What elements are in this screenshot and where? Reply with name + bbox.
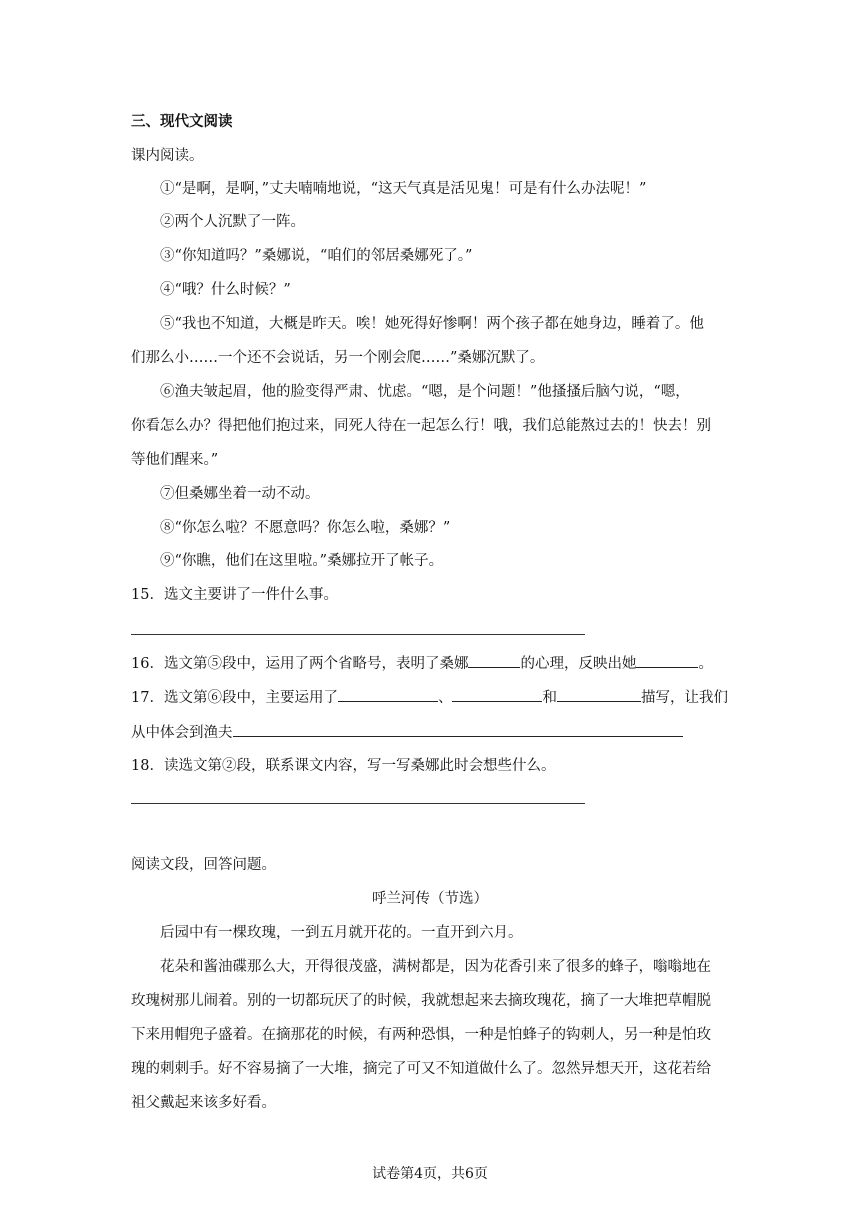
paragraph-6-line-2: 你看怎么办？得把他们抱过来，同死人待在一起怎么行！哦，我们总能熬过去的！快去！别	[131, 418, 711, 434]
question-17-line-2	[131, 722, 683, 743]
reading-intro: 课内阅读。	[131, 148, 204, 164]
question-17-text-b: 、	[437, 690, 453, 706]
passage-title: 呼兰河传（节选）	[372, 891, 488, 907]
question-15: 15．选文主要讲了一件什么事。	[131, 587, 338, 603]
answer-line-18[interactable]	[131, 803, 585, 804]
passage-paragraph-2-line-3: 下来用帽兜子盛着。在摘那花的时候，有两种恐惧，一种是怕蜂子的钩刺人，另一种是怕玫	[131, 1027, 711, 1043]
paragraph-5-line-2: 们那么小……一个还不会说话，另一个刚会爬……”桑娜沉默了。	[131, 350, 545, 366]
question-17-text-e: 从中体会到渔夫	[131, 725, 233, 741]
paragraph-8: ⑧“你怎么啦？不愿意吗？你怎么啦，桑娜？”	[160, 520, 451, 536]
question-17-text-a: 17．选文第⑥段中，主要运用了	[131, 690, 338, 706]
question-16-text-a: 16．选文第⑤段中，运用了两个省略号，表明了桑娜	[131, 656, 469, 672]
paragraph-6-line-1: ⑥渔夫皱起眉，他的脸变得严肃、忧虑。“嗯，是个问题！”他搔搔后脑勺说，“嗯，	[160, 384, 690, 400]
question-16-text-b: 的心理，反映出她	[520, 656, 637, 672]
paragraph-6-line-3: 等他们醒来。”	[131, 452, 219, 468]
blank-17-1[interactable]	[338, 687, 438, 702]
answer-line-15[interactable]	[131, 634, 585, 635]
question-17-text-c: 和	[542, 690, 557, 706]
question-17	[131, 687, 728, 708]
paragraph-4: ④“哦？什么时候？”	[160, 282, 291, 298]
page-footer: 试卷第4页，共6页	[372, 1166, 488, 1182]
paragraph-7: ⑦但桑娜坐着一动不动。	[160, 486, 320, 502]
passage-paragraph-1: 后园中有一棵玫瑰，一到五月就开花的。一直开到六月。	[160, 925, 523, 941]
passage-paragraph-2-line-2: 玫瑰树那儿闹着。别的一切都玩厌了的时候，我就想起来去摘玫瑰花，摘了一大堆把草帽脱	[131, 993, 711, 1009]
paragraph-9: ⑨“你瞧，他们在这里啦。”桑娜拉开了帐子。	[160, 553, 444, 569]
paragraph-1: ①“是啊，是啊，”丈夫喃喃地说，“这天气真是活见鬼！可是有什么办法呢！”	[160, 181, 647, 197]
section-heading: 三、现代文阅读	[131, 114, 233, 130]
blank-16-1[interactable]	[468, 653, 520, 668]
passage-paragraph-2-line-1: 花朵和酱油碟那么大，开得很茂盛，满树都是，因为花香引来了很多的蜂子，嗡嗡地在	[160, 959, 711, 975]
question-16	[131, 653, 713, 674]
blank-17-4[interactable]	[233, 722, 683, 737]
question-17-text-d: 描写，让我们	[640, 690, 728, 706]
blank-17-3[interactable]	[557, 687, 641, 702]
paragraph-3: ③“你知道吗？”桑娜说，“咱们的邻居桑娜死了。”	[160, 248, 473, 264]
blank-16-2[interactable]	[636, 653, 698, 668]
blank-17-2[interactable]	[452, 687, 542, 702]
passage-paragraph-2-line-5: 祖父戴起来该多好看。	[131, 1095, 276, 1111]
question-16-text-c: 。	[698, 656, 713, 672]
question-18: 18．读选文第②段，联系课文内容，写一写桑娜此时会想些什么。	[131, 758, 556, 774]
paragraph-2: ②两个人沉默了一阵。	[160, 214, 305, 230]
paragraph-5-line-1: ⑤“我也不知道，大概是昨天。唉！她死得好惨啊！两个孩子都在她身边，睡着了。他	[160, 316, 704, 332]
reading-intro-2: 阅读文段，回答问题。	[131, 857, 276, 873]
passage-paragraph-2-line-4: 瑰的刺刺手。好不容易摘了一大堆，摘完了可又不知道做什么了。忽然异想天开，这花若给	[131, 1061, 711, 1077]
